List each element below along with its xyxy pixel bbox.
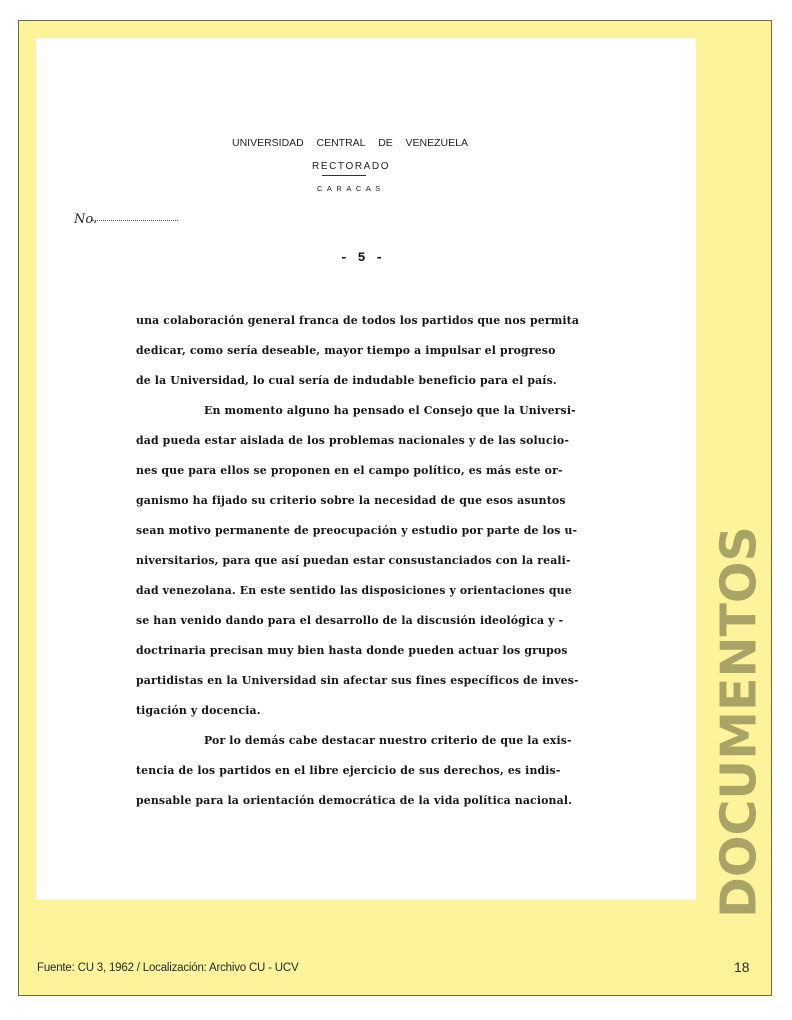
body-line: nes que para ellos se proponen en el campo político, es más este or- <box>136 464 563 477</box>
letterhead-city: CARACAS <box>317 184 385 193</box>
body-line: doctrinaria precisan muy bien hasta donde pueden actuar los grupos <box>136 644 568 657</box>
body-line: dad pueda estar aislada de los problemas nacionales y de las solucio- <box>136 434 570 447</box>
letterhead-office: RECTORADO <box>312 161 391 172</box>
document-page-marker: - 5 - <box>340 250 385 265</box>
letterhead-university <box>232 137 468 149</box>
body-line: sean motivo permanente de preocupación y estudio por parte de los u- <box>136 524 578 537</box>
body-line: se han venido dando para el desarrollo de la discusión ideológica y - <box>136 614 564 627</box>
body-line: tencia de los partidos en el libre ejercicio de sus derechos, es indis- <box>136 764 561 777</box>
letter-body <box>136 306 616 816</box>
footer-source: Fuente: CU 3, 1962 / Localización: Archivo CU - UCV <box>37 962 299 974</box>
body-line: dad venezolana. En este sentido las disposiciones y orientaciones que <box>136 584 572 597</box>
body-line: dedicar, como sería deseable, mayor tiempo a impulsar el progreso <box>136 344 556 357</box>
body-line: ganismo ha fijado su criterio sobre la necesidad de que esos asuntos <box>136 494 566 507</box>
body-line: partidistas en la Universidad sin afectar sus fines específicos de inves- <box>136 674 579 687</box>
body-line: tigación y docencia. <box>136 704 261 717</box>
body-line: de la Universidad, lo cual sería de indudable beneficio para el país. <box>136 374 557 387</box>
section-title-text: DOCUMENTOS <box>710 526 768 918</box>
body-line: pensable para la orientación democrática de la vida política nacional. <box>136 794 573 807</box>
letterhead-word: CENTRAL <box>316 137 366 149</box>
letterhead-word: VENEZUELA <box>405 137 468 149</box>
letterhead-divider <box>322 175 366 176</box>
body-line: En momento alguno ha pensado el Consejo que la Universi- <box>204 404 576 417</box>
body-line: una colaboración general franca de todos los partidos que nos permita <box>136 314 580 327</box>
section-title-vertical <box>710 524 768 920</box>
letterhead-word: UNIVERSIDAD <box>232 137 304 149</box>
body-line: niversitarios, para que así puedan estar consustanciados con la reali- <box>136 554 571 567</box>
letterhead-word: DE <box>378 137 393 149</box>
body-line: Por lo demás cabe destacar nuestro criterio de que la exis- <box>204 734 572 747</box>
reference-number-blank <box>92 220 178 221</box>
reference-number-label: No. <box>74 212 98 227</box>
page-number: 18 <box>734 959 750 975</box>
